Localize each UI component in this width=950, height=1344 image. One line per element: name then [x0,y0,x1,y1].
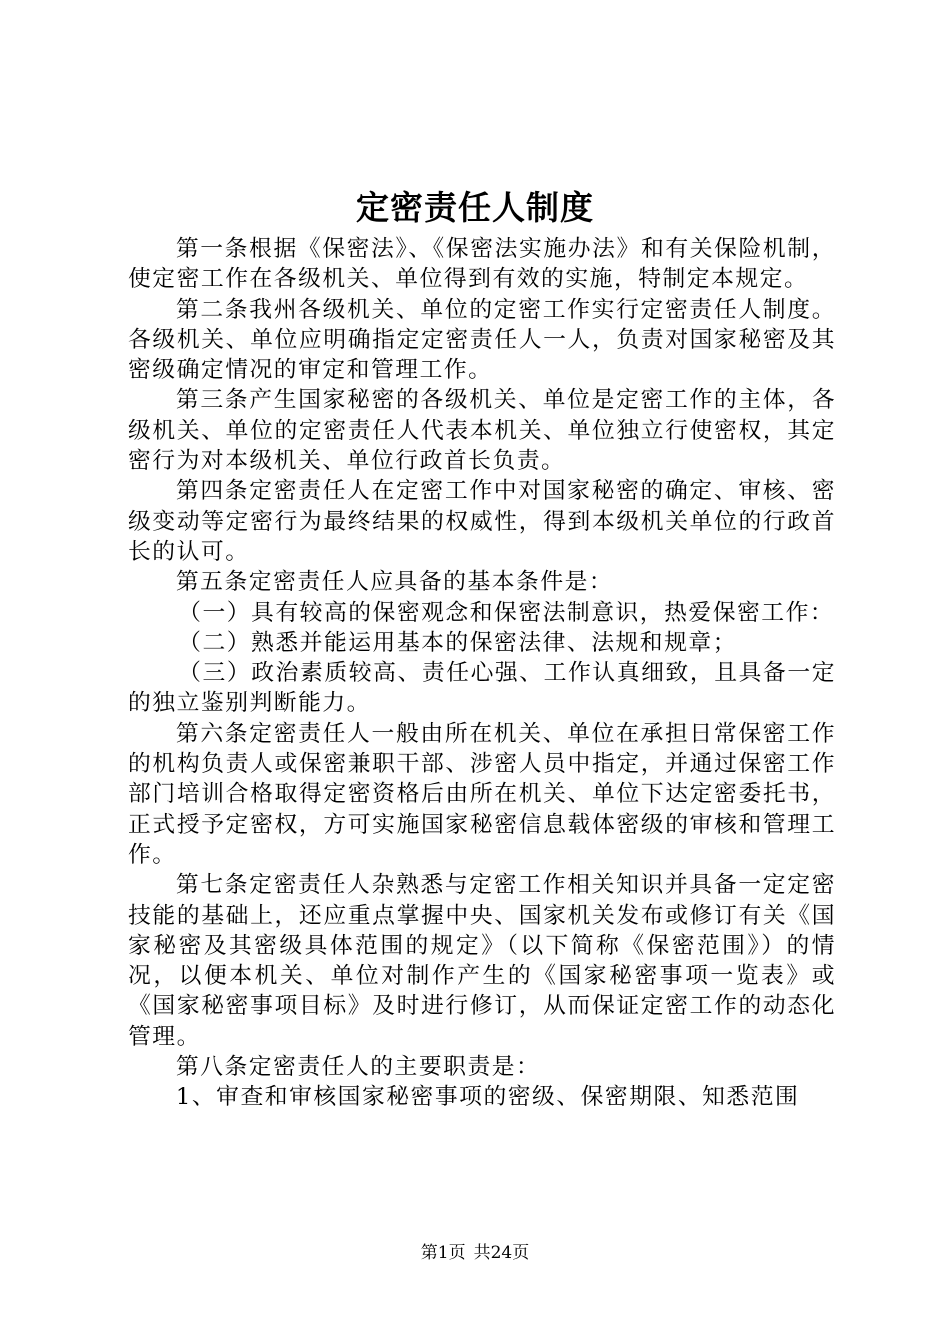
paragraph-condition-1: （一）具有较高的保密观念和保密法制意识，热爱保密工作： [178,599,835,626]
paragraph-condition-3: （三）政治素质较高、责任心强、工作认真细致，且具备一定的独立鉴别判断能力。 [128,660,836,717]
paragraph-duty-1: 1、审查和审核国家秘密事项的密级、保密期限、知悉范围 [175,1084,800,1111]
paragraph-article-8: 第八条定密责任人的主要职责是： [175,1054,541,1081]
document-title: 定密责任人制度 [356,188,594,227]
paragraph-article-1: 第一条根据《保密法》、《保密法实施办法》和有关保险机制，使定密工作在各级机关、单位得到有效的实施，特制定本规定。 [128,236,836,293]
paragraph-article-3: 第三条产生国家秘密的各级机关、单位是定密工作的主体，各级机关、单位的定密责任人代表本机关、单位独立行使密权，其定密行为对本级机关、单位行政首长负责。 [128,387,836,475]
paragraph-article-7: 第七条定密责任人杂熟悉与定密工作相关知识并具备一定定密技能的基础上，还应重点掌握中央、国家机关发布或修订有关《国家秘密及其密级具体范围的规定》（以下简称《保密范围》）的情况，以便本机关、单位对制作产生的《国家秘密事项一览表》或《国家秘密事项目标》及时进行修订，从而保证定密工作的动态化管理。 [128,872,836,1050]
page-total: 共24页 [473,1243,530,1263]
paragraph-article-4: 第四条定密责任人在定密工作中对国家秘密的确定、审核、密级变动等定密行为最终结果的权威性，得到本级机关单位的行政首长的认可。 [128,478,836,565]
page-footer [0,1242,950,1264]
document-body [128,234,836,1113]
paragraph-article-2: 第二条我州各级机关、单位的定密工作实行定密责任人制度。各级机关、单位应明确指定定密责任人一人，负责对国家秘密及其密级确定情况的审定和管理工作。 [128,296,836,384]
paragraph-condition-2: （二）熟悉并能运用基本的保密法律、法规和规章； [178,629,737,656]
page-number: 第1页 [420,1243,466,1263]
paragraph-article-5: 第五条定密责任人应具备的基本条件是： [175,569,614,596]
paragraph-article-6: 第六条定密责任人一般由所在机关、单位在承担日常保密工作的机构负责人或保密兼职干部、涉密人员中指定，并通过保密工作部门培训合格取得定密资格后由所在机关、单位下达定密委托书，正式授予定密权，方可实施国家秘密信息载体密级的审核和管理工作。 [128,720,836,868]
